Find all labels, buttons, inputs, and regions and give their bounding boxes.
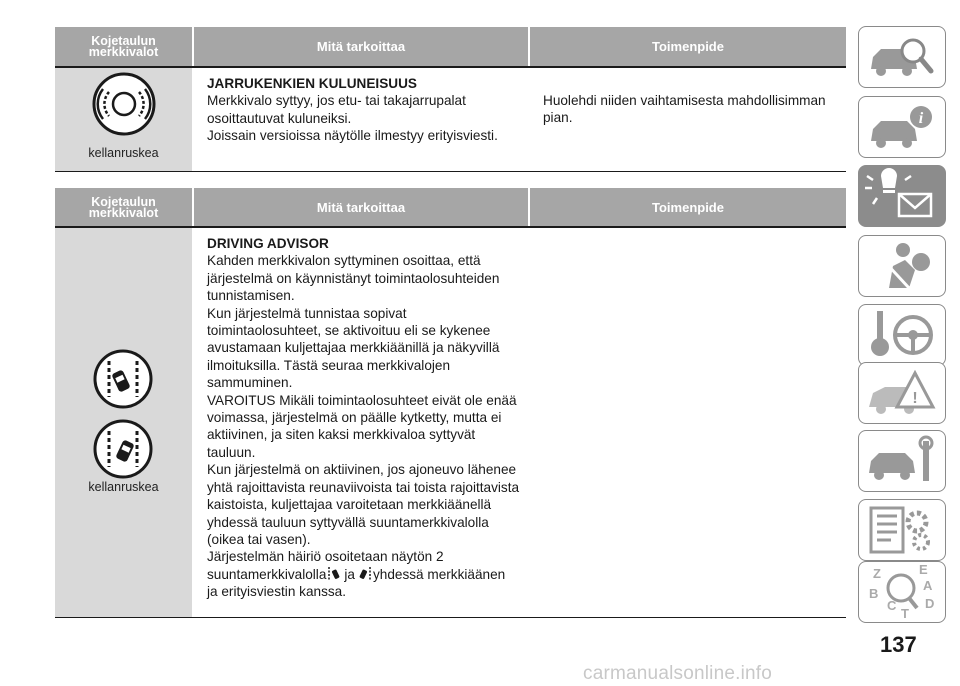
meaning-line: toimintaolosuhteet, se aktivoituu eli se kykenee bbox=[207, 323, 491, 339]
svg-text:!: ! bbox=[912, 390, 918, 407]
meaning-cell bbox=[207, 235, 541, 601]
index-letter: B bbox=[869, 586, 879, 601]
header-meaning: Mitä tarkoittaa bbox=[194, 188, 528, 227]
header-action: Toimenpide bbox=[530, 27, 846, 66]
meaning-line: tunnistamisen. bbox=[207, 288, 295, 304]
meaning-line: kaistoista, kuljettajaa varoitetaan merkkiäänellä bbox=[207, 497, 492, 513]
lane-left-inline-icon bbox=[327, 566, 343, 582]
icon-color-label: kellanruskea bbox=[88, 480, 159, 494]
header-action: Toimenpide bbox=[530, 188, 846, 227]
page-number: 137 bbox=[880, 632, 917, 657]
meaning-line: Kun järjestelmä tunnistaa sopivat bbox=[207, 305, 407, 321]
header-meaning: Mitä tarkoittaa bbox=[194, 27, 528, 66]
meaning-line: yhtä rajoittavista reunaviivoista tai toista rajoittavista bbox=[207, 479, 520, 495]
item-title: DRIVING ADVISOR bbox=[207, 236, 329, 251]
airbag-safety-icon bbox=[859, 236, 945, 296]
watermark: carmanualsonline.info bbox=[583, 663, 773, 684]
index-letter: T bbox=[901, 606, 909, 621]
car-info-icon bbox=[859, 97, 945, 157]
lane-right-inline-icon bbox=[356, 566, 372, 582]
lane-departure-left-icon bbox=[93, 349, 153, 409]
lane-departure-right-icon bbox=[93, 419, 153, 479]
alphabetical-index-icon bbox=[859, 562, 945, 622]
index-letter: Z bbox=[873, 566, 881, 581]
meaning-line: yhdessä tauluun syttyvällä suuntamerkkivalolla bbox=[207, 514, 489, 530]
index-letter: E bbox=[919, 562, 928, 577]
meaning-line: aktiivinen, ja siten kaksi merkkivaloa syttyvät bbox=[207, 427, 476, 443]
meaning-line: voimassa, järjestelmä on päälle kytketty, mutta ei bbox=[207, 410, 502, 426]
key-steering-wheel-icon bbox=[859, 305, 945, 365]
action-cell bbox=[543, 92, 843, 127]
meaning-line: suuntamerkkivalolla ja yhdessä merkkiäänen bbox=[207, 566, 506, 582]
tab-technical-data[interactable] bbox=[858, 499, 946, 561]
car-emergency-icon bbox=[859, 363, 945, 423]
tab-car-info[interactable] bbox=[858, 96, 946, 158]
meaning-line: tauluun. bbox=[207, 444, 256, 460]
tab-emergency[interactable] bbox=[858, 362, 946, 424]
technical-data-icon bbox=[859, 500, 945, 560]
tab-starting-driving[interactable] bbox=[858, 304, 946, 366]
meaning-line: ja erityisviestin kanssa. bbox=[207, 584, 347, 600]
tab-safety[interactable] bbox=[858, 235, 946, 297]
index-letter: A bbox=[923, 578, 933, 593]
icon-color-label: kellanruskea bbox=[88, 146, 159, 160]
meaning-line: (oikea tai vasen). bbox=[207, 531, 311, 547]
meaning-line: VAROITUS Mikäli toimintaolosuhteet eivät ole enää bbox=[207, 392, 517, 408]
meaning-line: sammuminen. bbox=[207, 375, 293, 391]
meaning-line: Järjestelmän häiriö osoitetaan näytön 2 bbox=[207, 549, 444, 565]
index-letter: C bbox=[887, 598, 897, 613]
meaning-line: avustamaan kuljettajaa merkkiäänillä ja näkyvillä bbox=[207, 340, 500, 356]
item-title: JARRUKENKIEN KULUNEISUUS bbox=[207, 76, 417, 91]
action-line: Huolehdi niiden vaihtamisesta mahdollisimman bbox=[543, 93, 826, 108]
table-header bbox=[55, 188, 846, 227]
table-end-rule bbox=[55, 171, 846, 172]
tab-car-search[interactable] bbox=[858, 26, 946, 88]
icon-column bbox=[55, 228, 192, 617]
meaning-line: Kahden merkkivalon syttyminen osoittaa, että bbox=[207, 253, 481, 269]
tab-warning-lights[interactable] bbox=[858, 165, 946, 227]
meaning-line: järjestelmä on käynnistänyt toimintaolosuhteiden bbox=[207, 270, 500, 286]
table-end-rule bbox=[55, 617, 846, 618]
meaning-line: ilmoituksilla. Tästä seuraa merkkivalojen bbox=[207, 357, 451, 373]
meaning-line: Merkkivalo syttyy, jos etu- tai takajarrupalat bbox=[207, 93, 466, 109]
warning-light-message-icon bbox=[859, 166, 945, 226]
meaning-line: Kun järjestelmä on aktiivinen, jos ajoneuvo lähenee bbox=[207, 462, 517, 478]
svg-text:i: i bbox=[918, 110, 924, 127]
meaning-cell bbox=[207, 75, 537, 145]
brake-pad-wear-icon bbox=[92, 72, 156, 136]
action-line: pian. bbox=[543, 110, 573, 126]
tab-maintenance[interactable] bbox=[858, 430, 946, 492]
meaning-line: osoittautuvat kuluneiksi. bbox=[207, 110, 352, 126]
index-letter: D bbox=[925, 596, 935, 611]
header-warning-lights: Kojetaulun merkkivalot bbox=[55, 27, 192, 66]
chapter-tabs bbox=[858, 0, 960, 686]
car-search-icon bbox=[859, 27, 945, 87]
header-warning-lights: Kojetaulun merkkivalot bbox=[55, 188, 192, 227]
table-header bbox=[55, 27, 846, 66]
icon-column bbox=[55, 68, 192, 171]
tab-alphabetical-index[interactable] bbox=[858, 561, 946, 623]
car-maintenance-icon bbox=[859, 431, 945, 491]
meaning-line: Joissain versioissa näytölle ilmestyy erityisviesti. bbox=[207, 128, 498, 144]
